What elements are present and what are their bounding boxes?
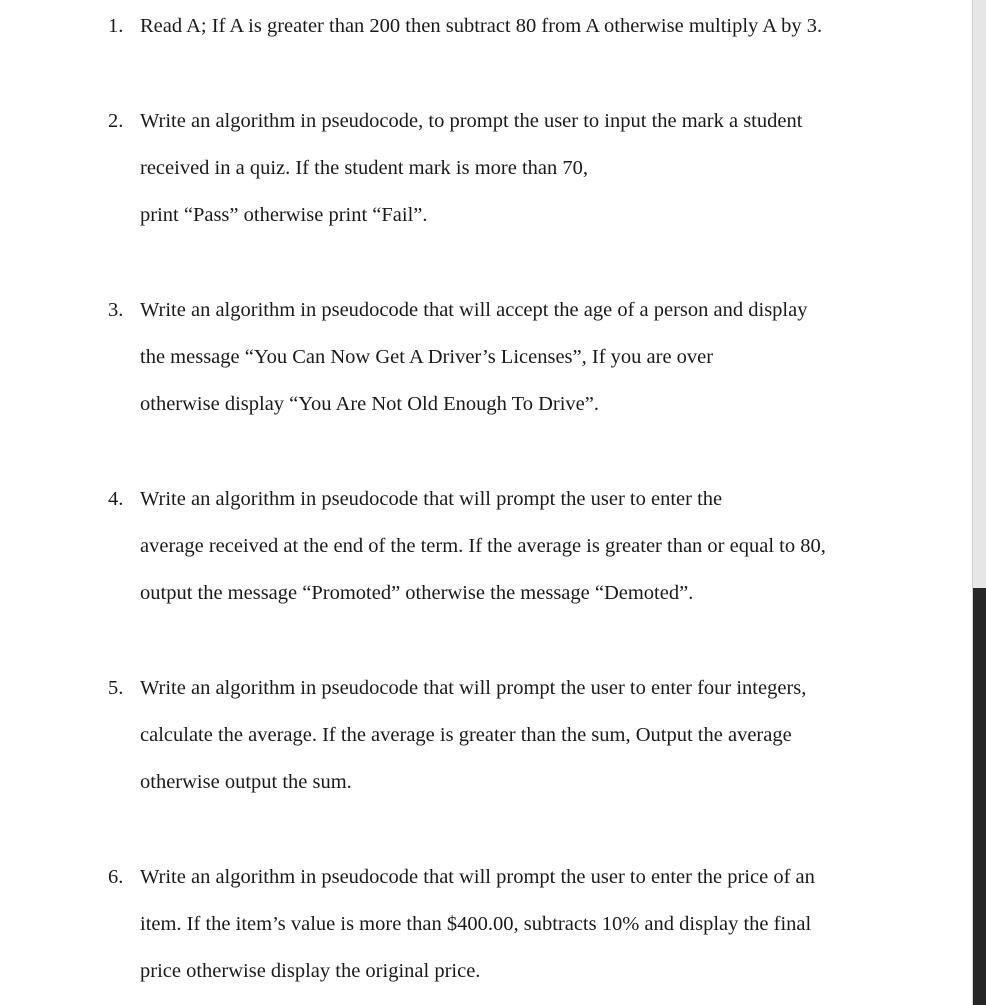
question-line: otherwise output the sum. xyxy=(140,771,352,793)
question-line: Read A; If A is greater than 200 then subtract 80 from A otherwise multiply A by 3. xyxy=(140,15,823,37)
question-number: 4. xyxy=(108,488,124,510)
vertical-scrollbar-thumb[interactable] xyxy=(973,588,986,1005)
question-line: Write an algorithm in pseudocode that will prompt the user to enter four integers, xyxy=(140,677,807,699)
question-line: print “Pass” otherwise print “Fail”. xyxy=(140,204,428,226)
question-line: the message “You Can Now Get A Driver’s Licenses”, If you are over xyxy=(140,346,714,368)
question-line: Write an algorithm in pseudocode that will accept the age of a person and display xyxy=(140,299,808,321)
question-number: 1. xyxy=(108,15,124,37)
question-number: 6. xyxy=(108,866,124,888)
question-number: 5. xyxy=(108,677,124,699)
question-line: average received at the end of the term. If the average is greater than or equal to 80, xyxy=(140,535,826,557)
question-line: calculate the average. If the average is greater than the sum, Output the average xyxy=(140,724,792,746)
question-line: received in a quiz. If the student mark is more than 70, xyxy=(140,157,589,179)
question-line: Write an algorithm in pseudocode that will prompt the user to enter the price of an xyxy=(140,866,815,888)
question-line: Write an algorithm in pseudocode that will prompt the user to enter the xyxy=(140,488,723,510)
question-line: item. If the item’s value is more than $400.00, subtracts 10% and display the final xyxy=(140,913,812,935)
question-line: Write an algorithm in pseudocode, to prompt the user to input the mark a student xyxy=(140,110,803,132)
question-line: otherwise display “You Are Not Old Enough To Drive”. xyxy=(140,393,600,415)
question-number: 3. xyxy=(108,299,124,321)
question-number: 2. xyxy=(108,110,124,132)
question-line: price otherwise display the original price. xyxy=(140,960,481,982)
question-line: output the message “Promoted” otherwise the message “Demoted”. xyxy=(140,582,694,604)
